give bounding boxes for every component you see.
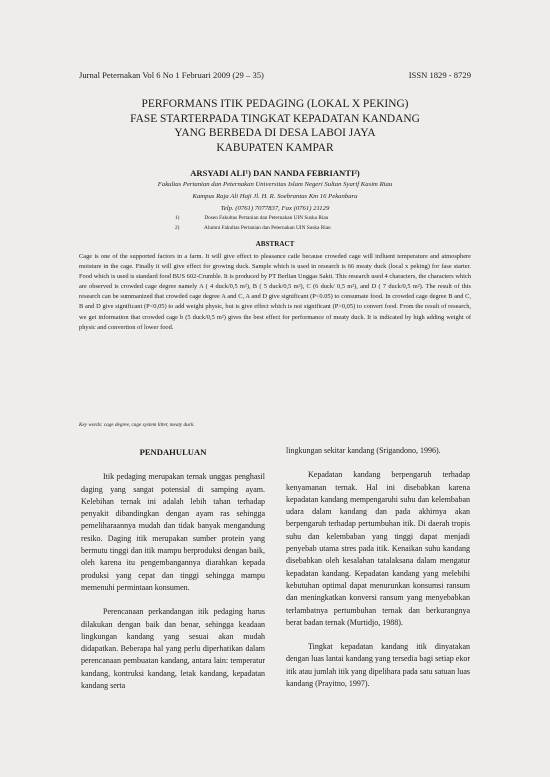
issn: ISSN 1829 - 8729 <box>408 70 471 80</box>
footnote-number: 2) <box>175 225 180 231</box>
footnote-text: Dosen Fakultas Pertanian dan Peternakan UIN Suska Riau <box>204 215 329 221</box>
title-line: YANG BERBEDA DI DESA LABOI JAYA <box>174 127 376 140</box>
affiliation-line: Kampus Raja Ali Haji Jl. H. R. Soebrantas Km 16 Pekanbaru <box>192 193 358 200</box>
journal-citation: Jurnal Peternakan Vol 6 No 1 Februari 2009 (29 – 35) <box>79 70 264 80</box>
right-column <box>286 445 470 690</box>
footnote <box>175 215 328 221</box>
abstract-text: Cage is one of the supported factors in a farm. It will give effect to pleasance catle because crowded cage will influent temperature and atmosphere moisture in the cage. Finally it will give effect for growing duck. Sample which is used in research is 66 meaty duck (local x peking) for fase starter. Food which is used is standard food BUS 602-Crumble. It is produced by PT Berlian Unggas Sakti. This research used 4 characters, the characters which are observed is crowded cage degree namely A ( 4 duck/0,5 m²), B ( 5 duck/0,5 m²), C (6 duck/ 0,5 m²), and D ( 7 duck/0,5 m²). The result of this research can be summanized that crowded cage degree A and C, A and D give significant (P<0.05) to consumate food. In crowded cage degree B and C, B and D give significant (P<0,05) to add weight physic, but is give effect which is not significant (P>0,05) to convert food. From the result of research, we get information that crowded cage b (5 duck/0,5 m²) gives the best effect for performance of meaty duck. It is indicated by high adding weight of physic and convertion of lower food. <box>79 253 471 331</box>
keywords: Key words: cage degree, cage system litter, meaty duck. <box>79 422 195 428</box>
author-names: ARSYADI ALI¹) DAN NANDA FEBRIANTI²) <box>190 168 360 178</box>
running-header <box>79 70 471 80</box>
left-column <box>81 446 265 692</box>
title-line: PERFORMANS ITIK PEDAGING (LOKAL X PEKING) <box>141 98 409 110</box>
affiliation-line: Fakultas Pertanian dan Peternakan Universitas Islam Negeri Sultan Syarif Kasim Riau <box>157 181 393 188</box>
footnote-number: 1) <box>175 215 180 221</box>
body-paragraph: lingkungan sekitar kandang (Srigandono, 1996). <box>286 446 441 455</box>
abstract-body <box>79 252 471 333</box>
section-heading: PENDAHULUAN <box>139 447 207 457</box>
title-line: FASE STARTERPADA TINGKAT KEPADATAN KANDANG <box>130 112 420 125</box>
paper-title <box>60 97 490 155</box>
abstract-heading: ABSTRACT <box>255 240 295 248</box>
body-paragraph: Perencanaan perkandangan itik pedaging harus dilakukan dengan baik dan benar, sehingga keadaan lingkungan kandang yang sesuai akan mudah didapatkan. Beberapa hal yang perlu diperhatikan dalam perencanaan pembuatan kandang, antara lain: temperatur kandang, kontruksi kandang, letak kandang, kepadatan kandang serta <box>81 607 265 691</box>
affiliation-line: Telp. (0761) 7077837, Fax (0761) 21129 <box>220 205 330 212</box>
body-paragraph: Tingkat kepadatan kandang itik dinyatakan dengan luas lantai kandang yang tersedia bagi setiap ekor itik atau jumlah itik yang dipelihara pada satu satuan luas kandang (Prayitno, 1997). <box>286 642 470 689</box>
body-paragraph: Kepadatan kandang berpengaruh terhadap kenyamanan ternak. Hal ini disebabkan karena kepadatan kandang mempengaruhi suhu dan kelembaban udara dalam kandang dan pada akhirnya akan berpengaruh terhadap pertumbuhan itik. Di daerah tropis suhu dan kelembaban yang tinggi dapat menjadi penyebab utama stres pada itik. Kenaikan suhu kandang disebabkan oleh kesalahan tatalaksana dalam mengatur kepadatan kandang. Kepadatan kandang yang melebihi kebutuhan optimal dapat menurunkan konsumsi ransum dan meningkatkan konversi ransum yang menyebabkan terlambatnya pertumbuhan ternak dan berkurangnya berat badan ternak (Murtidjo, 1988). <box>286 470 470 627</box>
body-paragraph: Itik pedaging merupakan ternak unggas penghasil daging yang sangat potensial di samping ayam. Kelebihan ternak ini adalah lebih tahan terhadap penyakit dibandingkan dengan ayam ras sehingga pemeliharaannya mudah dan tidak banyak mengandung resiko. Daging itik merupakan sumber protein yang bermutu tinggi dan itik mampu berproduksi dengan baik, oleh karena itu pengembangannya diarahkan kepada produksi yang cepat dan tinggi sehingga mampu memenuhi permintaan konsumen. <box>81 472 265 592</box>
footnote-text: Alumni Fakultas Pertanian dan Peternakan UIN Suska Riau <box>204 225 331 231</box>
title-line: KABUPATEN KAMPAR <box>216 141 334 154</box>
footnote <box>175 225 331 231</box>
